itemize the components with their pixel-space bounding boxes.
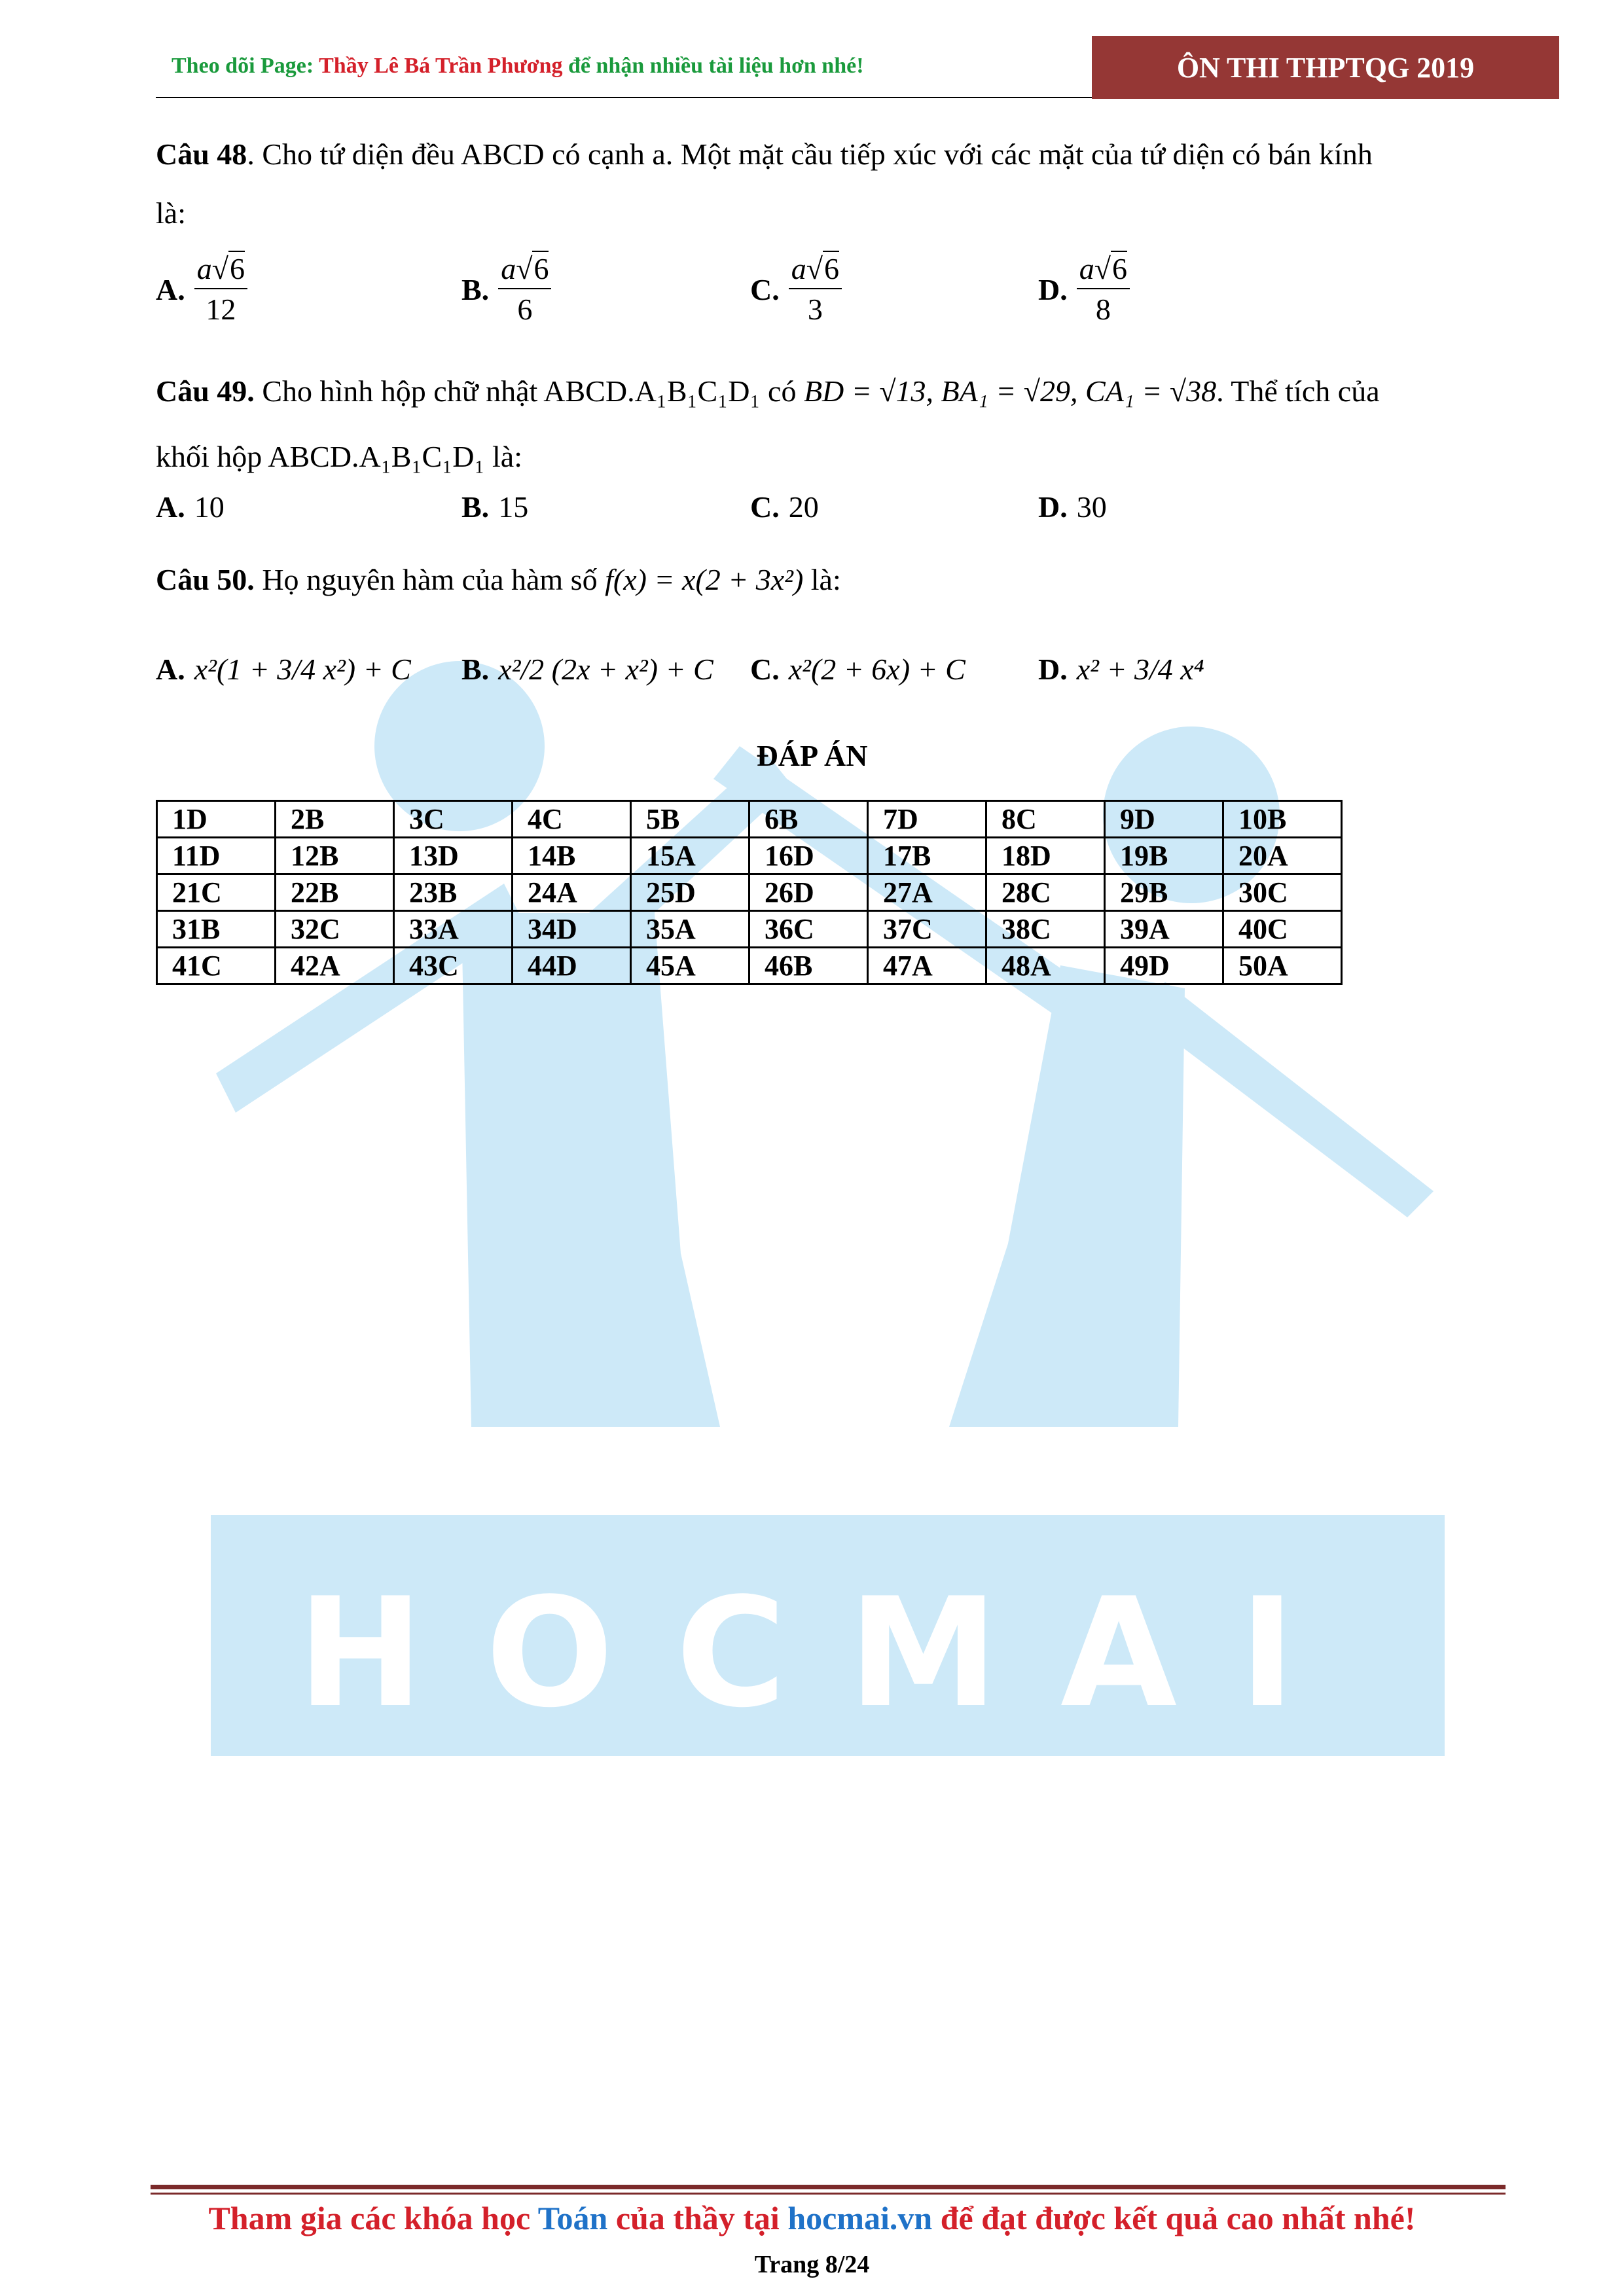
q50-formula: f(x) = x(2 + 3x²) — [605, 563, 804, 596]
answer-row — [157, 874, 1342, 911]
page-name: Thầy Lê Bá Trần Phương — [319, 54, 563, 78]
q48-text-line2: là: — [156, 196, 186, 230]
answer-row — [157, 911, 1342, 948]
answer-cell: 34D — [513, 911, 631, 948]
q48-d-fraction: $\frac{a√6}{8}$ — [1077, 254, 1130, 325]
answer-cell: 18D — [986, 838, 1105, 874]
footer-site-link[interactable]: hocmai.vn — [787, 2200, 933, 2236]
q49-formula: BD = √13, BA₁ = √29, CA₁ = √38 — [803, 374, 1217, 408]
exam-title-banner: ÔN THI THPTQG 2019 — [1092, 36, 1559, 99]
q49-text-line2: khối hộp ABCD.A₁B₁C₁D₁ là: — [156, 440, 522, 473]
answer-cell: 16D — [749, 838, 868, 874]
answer-cell: 45A — [631, 948, 749, 984]
answer-cell: 35A — [631, 911, 749, 948]
watermark-text: HOCMAI — [297, 1566, 1358, 1741]
answer-cell: 19B — [1105, 838, 1223, 874]
follow-prefix: Theo dõi Page: — [171, 54, 319, 78]
answer-cell: 50A — [1223, 948, 1342, 984]
q48-b-fraction: $\frac{a√6}{6}$ — [498, 254, 551, 325]
answer-row — [157, 838, 1342, 874]
q48-option-a[interactable]: A. $\frac{a√6}{12}$ — [156, 254, 247, 325]
answer-cell: 28C — [986, 874, 1105, 911]
q49-text: Cho hình hộp chữ nhật ABCD.A₁B₁C₁D₁ có — [254, 374, 804, 408]
answer-cell: 42A — [276, 948, 394, 984]
q48-label: Câu 48 — [156, 137, 247, 171]
answer-cell: 38C — [986, 911, 1105, 948]
answer-cell: 32C — [276, 911, 394, 948]
question-49 — [156, 368, 1380, 415]
answer-row — [157, 948, 1342, 984]
footer-divider-thick — [151, 2185, 1506, 2189]
q48-text: . Cho tứ diện đều ABCD có cạnh a. Một mặt cầu tiếp xúc với các mặt của tứ diện có bán kính — [247, 137, 1373, 171]
answer-cell: 12B — [276, 838, 394, 874]
answer-cell: 31B — [157, 911, 276, 948]
answer-cell: 5B — [631, 801, 749, 838]
answer-cell: 41C — [157, 948, 276, 984]
answer-cell: 46B — [749, 948, 868, 984]
answer-cell: 37C — [868, 911, 986, 948]
answer-cell: 27A — [868, 874, 986, 911]
question-48 — [156, 131, 1373, 178]
footer-promo: Tham gia các khóa học Toán của thầy tại hocmai.vn để đạt được kết quả cao nhất nhé! — [208, 2200, 1416, 2236]
q49-label: Câu 49. — [156, 374, 255, 408]
q48-option-c[interactable]: C. $\frac{a√6}{3}$ — [750, 254, 842, 325]
answer-cell: 29B — [1105, 874, 1223, 911]
header-follow-text — [171, 54, 864, 79]
answer-cell: 39A — [1105, 911, 1223, 948]
answer-cell: 20A — [1223, 838, 1342, 874]
answer-cell: 15A — [631, 838, 749, 874]
answer-cell: 2B — [276, 801, 394, 838]
q49-option-c[interactable]: C. 20 — [750, 490, 819, 524]
q49-option-d[interactable]: D. 30 — [1038, 490, 1107, 524]
answer-cell: 4C — [513, 801, 631, 838]
answer-cell: 11D — [157, 838, 276, 874]
q48-option-d[interactable]: D. $\frac{a√6}{8}$ — [1038, 254, 1130, 325]
answer-cell: 14B — [513, 838, 631, 874]
page-number: Trang 8/24 — [754, 2251, 870, 2278]
answer-cell: 23B — [394, 874, 513, 911]
answer-cell: 1D — [157, 801, 276, 838]
answer-cell: 33A — [394, 911, 513, 948]
header-divider — [156, 97, 1092, 98]
answer-cell: 21C — [157, 874, 276, 911]
answer-key-title: ĐÁP ÁN — [756, 739, 868, 772]
q50-text-end: là: — [803, 563, 841, 596]
q50-option-c[interactable]: C. x²(2 + 6x) + C — [750, 653, 965, 686]
answer-cell: 8C — [986, 801, 1105, 838]
q48-a-fraction: $\frac{a√6}{12}$ — [194, 254, 247, 325]
q50-option-a[interactable]: A. x²(1 + 3/4 x²) + C — [156, 653, 411, 686]
footer-divider-thin — [151, 2193, 1506, 2195]
q50-option-b[interactable]: B. x²/2 (2x + x²) + C — [461, 653, 713, 686]
q49-option-b[interactable]: B. 15 — [461, 490, 529, 524]
q48-c-fraction: $\frac{a√6}{3}$ — [789, 254, 842, 325]
answer-cell: 9D — [1105, 801, 1223, 838]
answer-cell: 24A — [513, 874, 631, 911]
answer-cell: 22B — [276, 874, 394, 911]
answer-cell: 17B — [868, 838, 986, 874]
answer-cell: 40C — [1223, 911, 1342, 948]
answer-cell: 36C — [749, 911, 868, 948]
answer-cell: 3C — [394, 801, 513, 838]
answer-cell: 25D — [631, 874, 749, 911]
q49-option-a[interactable]: A. 10 — [156, 490, 225, 524]
answer-cell: 44D — [513, 948, 631, 984]
answer-cell: 26D — [749, 874, 868, 911]
q50-text: Họ nguyên hàm của hàm số — [254, 563, 605, 596]
answer-cell: 30C — [1223, 874, 1342, 911]
answer-cell: 7D — [868, 801, 986, 838]
answer-cell: 6B — [749, 801, 868, 838]
question-50 — [156, 556, 841, 603]
q48-option-b[interactable]: B. $\frac{a√6}{6}$ — [461, 254, 551, 325]
q49-text-end: . Thể tích của — [1216, 374, 1380, 408]
q50-option-d[interactable]: D. x² + 3/4 x⁴ — [1038, 653, 1204, 686]
q50-label: Câu 50. — [156, 563, 255, 596]
answer-cell: 49D — [1105, 948, 1223, 984]
answer-cell: 43C — [394, 948, 513, 984]
answer-key-table — [156, 800, 1343, 985]
follow-suffix: để nhận nhiều tài liệu hơn nhé! — [562, 54, 864, 78]
answer-cell: 13D — [394, 838, 513, 874]
answer-cell: 48A — [986, 948, 1105, 984]
answer-cell: 47A — [868, 948, 986, 984]
answer-row — [157, 801, 1342, 838]
answer-cell: 10B — [1223, 801, 1342, 838]
